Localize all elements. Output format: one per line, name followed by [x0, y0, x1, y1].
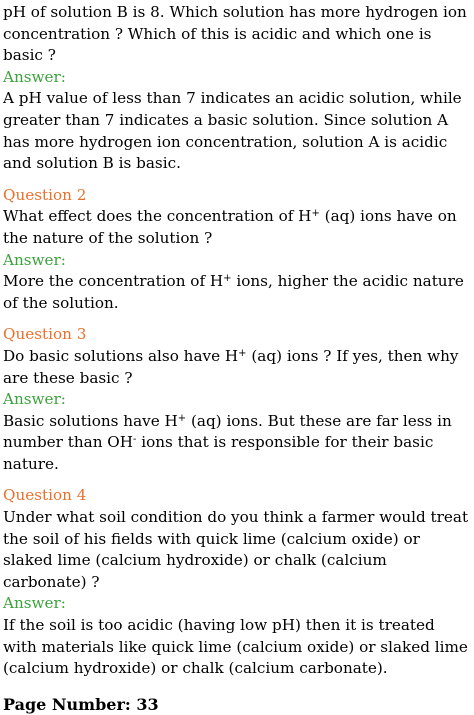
question-4-label: Question 4	[3, 486, 87, 505]
answer-2-label: Answer:	[3, 250, 66, 269]
question-3-block	[3, 324, 471, 475]
answer-4-label: Answer:	[3, 594, 66, 613]
question-2-text: What effect does the concentration of H+ (aq) ions have on the nature of the solution ?	[3, 207, 457, 247]
page-number: Page Number: 33	[3, 694, 159, 714]
question-1-continued	[3, 2, 471, 175]
answer-1-label: Answer:	[3, 67, 66, 86]
question-4-block	[3, 485, 471, 679]
question-1-text: pH of solution B is 8. Which solution has more hydrogen ion concentration ? Which of this is acidic and which one is basic ?	[3, 3, 467, 65]
question-3-text: Do basic solutions also have H+ (aq) ions ? If yes, then why are these basic ?	[3, 346, 459, 387]
answer-2-text: More the concentration of H+ ions, higher the acidic nature of the solution.	[3, 272, 464, 312]
question-3-label: Question 3	[3, 325, 87, 344]
answer-3-label: Answer:	[3, 390, 66, 409]
question-4-text: Under what soil condition do you think a farmer would treat the soil of his fields with quick lime (calcium oxide) or slaked lime (calcium hydroxide) or chalk (calcium carbonate) ?	[3, 508, 469, 591]
question-2-label: Question 2	[3, 185, 87, 204]
answer-1-text: A pH value of less than 7 indicates an acidic solution, while greater than 7 indicates a basic solution. Since solution A has more hydrogen ion concentration, solution A is acidic and solution B is basic.	[3, 89, 462, 173]
question-2-block	[3, 185, 471, 315]
answer-4-text: If the soil is too acidic (having low pH) then it is treated with materials like quick lime (calcium oxide) or slaked lime (calcium hydroxide) or chalk (calcium carbonate).	[3, 616, 468, 678]
answer-3-text: Basic solutions have H+ (aq) ions. But these are far less in number than OH- ions that is responsible for their basic nature.	[3, 411, 452, 473]
